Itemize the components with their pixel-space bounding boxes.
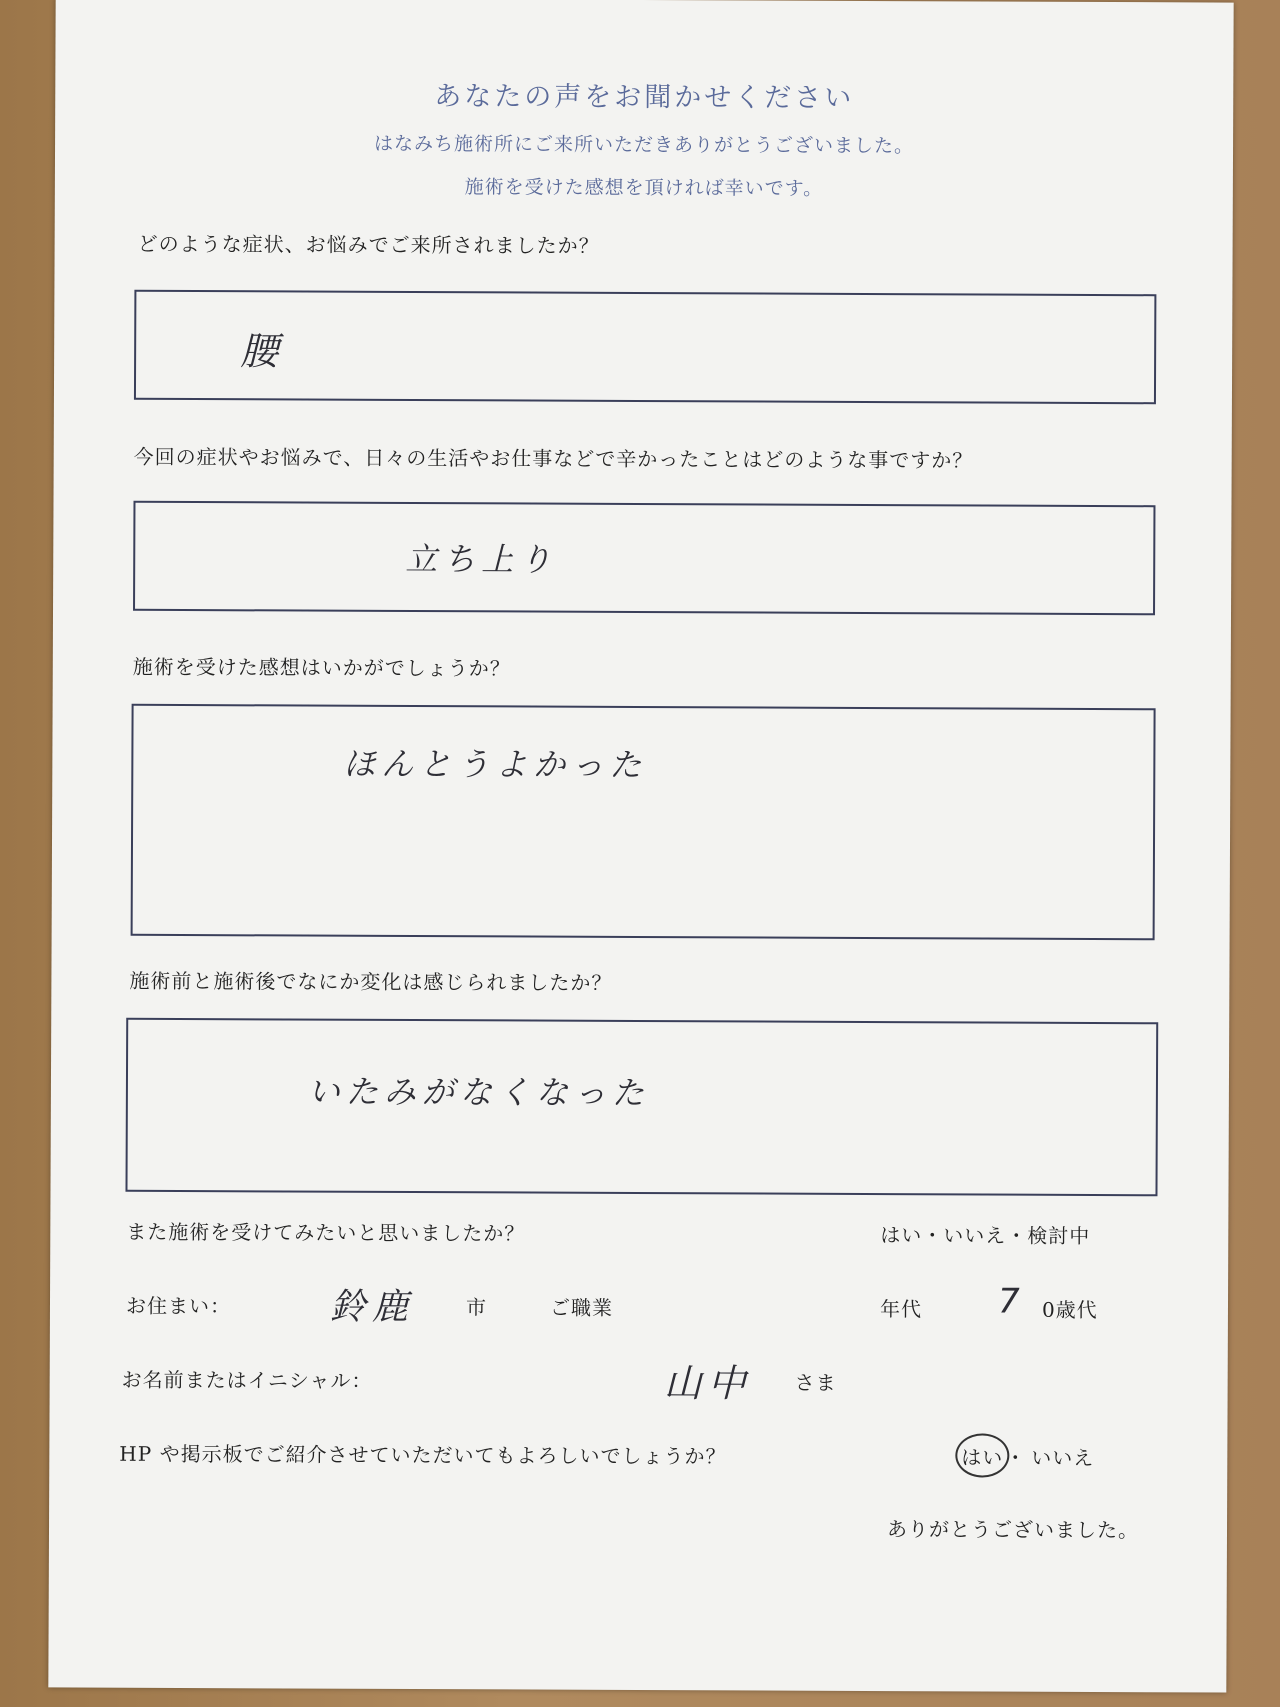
question-3-answer-box[interactable] <box>131 704 1156 940</box>
publish-separator: ・ <box>1005 1445 1027 1470</box>
survey-intro-line-2: 施術を受けた感想を頂ければ幸いです。 <box>464 176 824 200</box>
question-1-label: どのような症状、お悩みでご来所されましたか？ <box>137 231 600 258</box>
question-4-answer-box[interactable] <box>125 1018 1158 1197</box>
age-suffix: 0歳代 <box>1041 1297 1098 1322</box>
question-3-label: 施術を受けた感想はいかがでしょうか？ <box>132 654 511 681</box>
question-2-answer: 立ち上り <box>405 539 558 579</box>
survey-title: あなたの声をお聞かせください <box>434 81 855 114</box>
question-1-answer: 腰 <box>240 329 285 374</box>
publish-yes-option[interactable]: はい <box>961 1445 1004 1470</box>
question-1-answer-box[interactable] <box>134 290 1156 404</box>
residence-value: 鈴鹿 <box>329 1286 415 1329</box>
question-2-label: 今回の症状やお悩みで、日々の生活やお仕事などで辛かったことはどのような事ですか？ <box>133 444 974 473</box>
question-4-label: 施術前と施術後でなにか変化は感じられましたか？ <box>129 968 613 995</box>
name-label: お名前またはイニシャル： <box>121 1367 373 1393</box>
thank-you-note: ありがとうございました。 <box>886 1517 1140 1543</box>
name-suffix: さま <box>794 1370 837 1395</box>
residence-label: お住まい： <box>125 1293 232 1319</box>
name-value: 山中 <box>663 1361 752 1406</box>
age-label: 年代 <box>879 1297 923 1322</box>
occupation-label: ご職業 <box>549 1295 614 1320</box>
publish-no-option[interactable]: いいえ <box>1031 1445 1095 1470</box>
survey-sheet <box>48 0 1233 1693</box>
question-3-answer: ほんとうよかった <box>343 744 648 785</box>
residence-suffix: 市 <box>465 1295 488 1320</box>
publish-question: HP や掲示板でご紹介させていただいてもよろしいでしょうか？ <box>119 1441 727 1469</box>
age-value: 7 <box>997 1281 1026 1322</box>
question-2-answer-box[interactable] <box>133 501 1155 615</box>
revisit-question: また施術を受けてみたいと思いましたか？ <box>126 1219 526 1246</box>
survey-intro-line-1: はなみち施術所にご来所いただきありがとうございました。 <box>373 132 915 158</box>
revisit-options[interactable]: はい・いいえ・検討中 <box>880 1223 1091 1248</box>
question-4-answer: いたみがなくなった <box>307 1072 651 1113</box>
